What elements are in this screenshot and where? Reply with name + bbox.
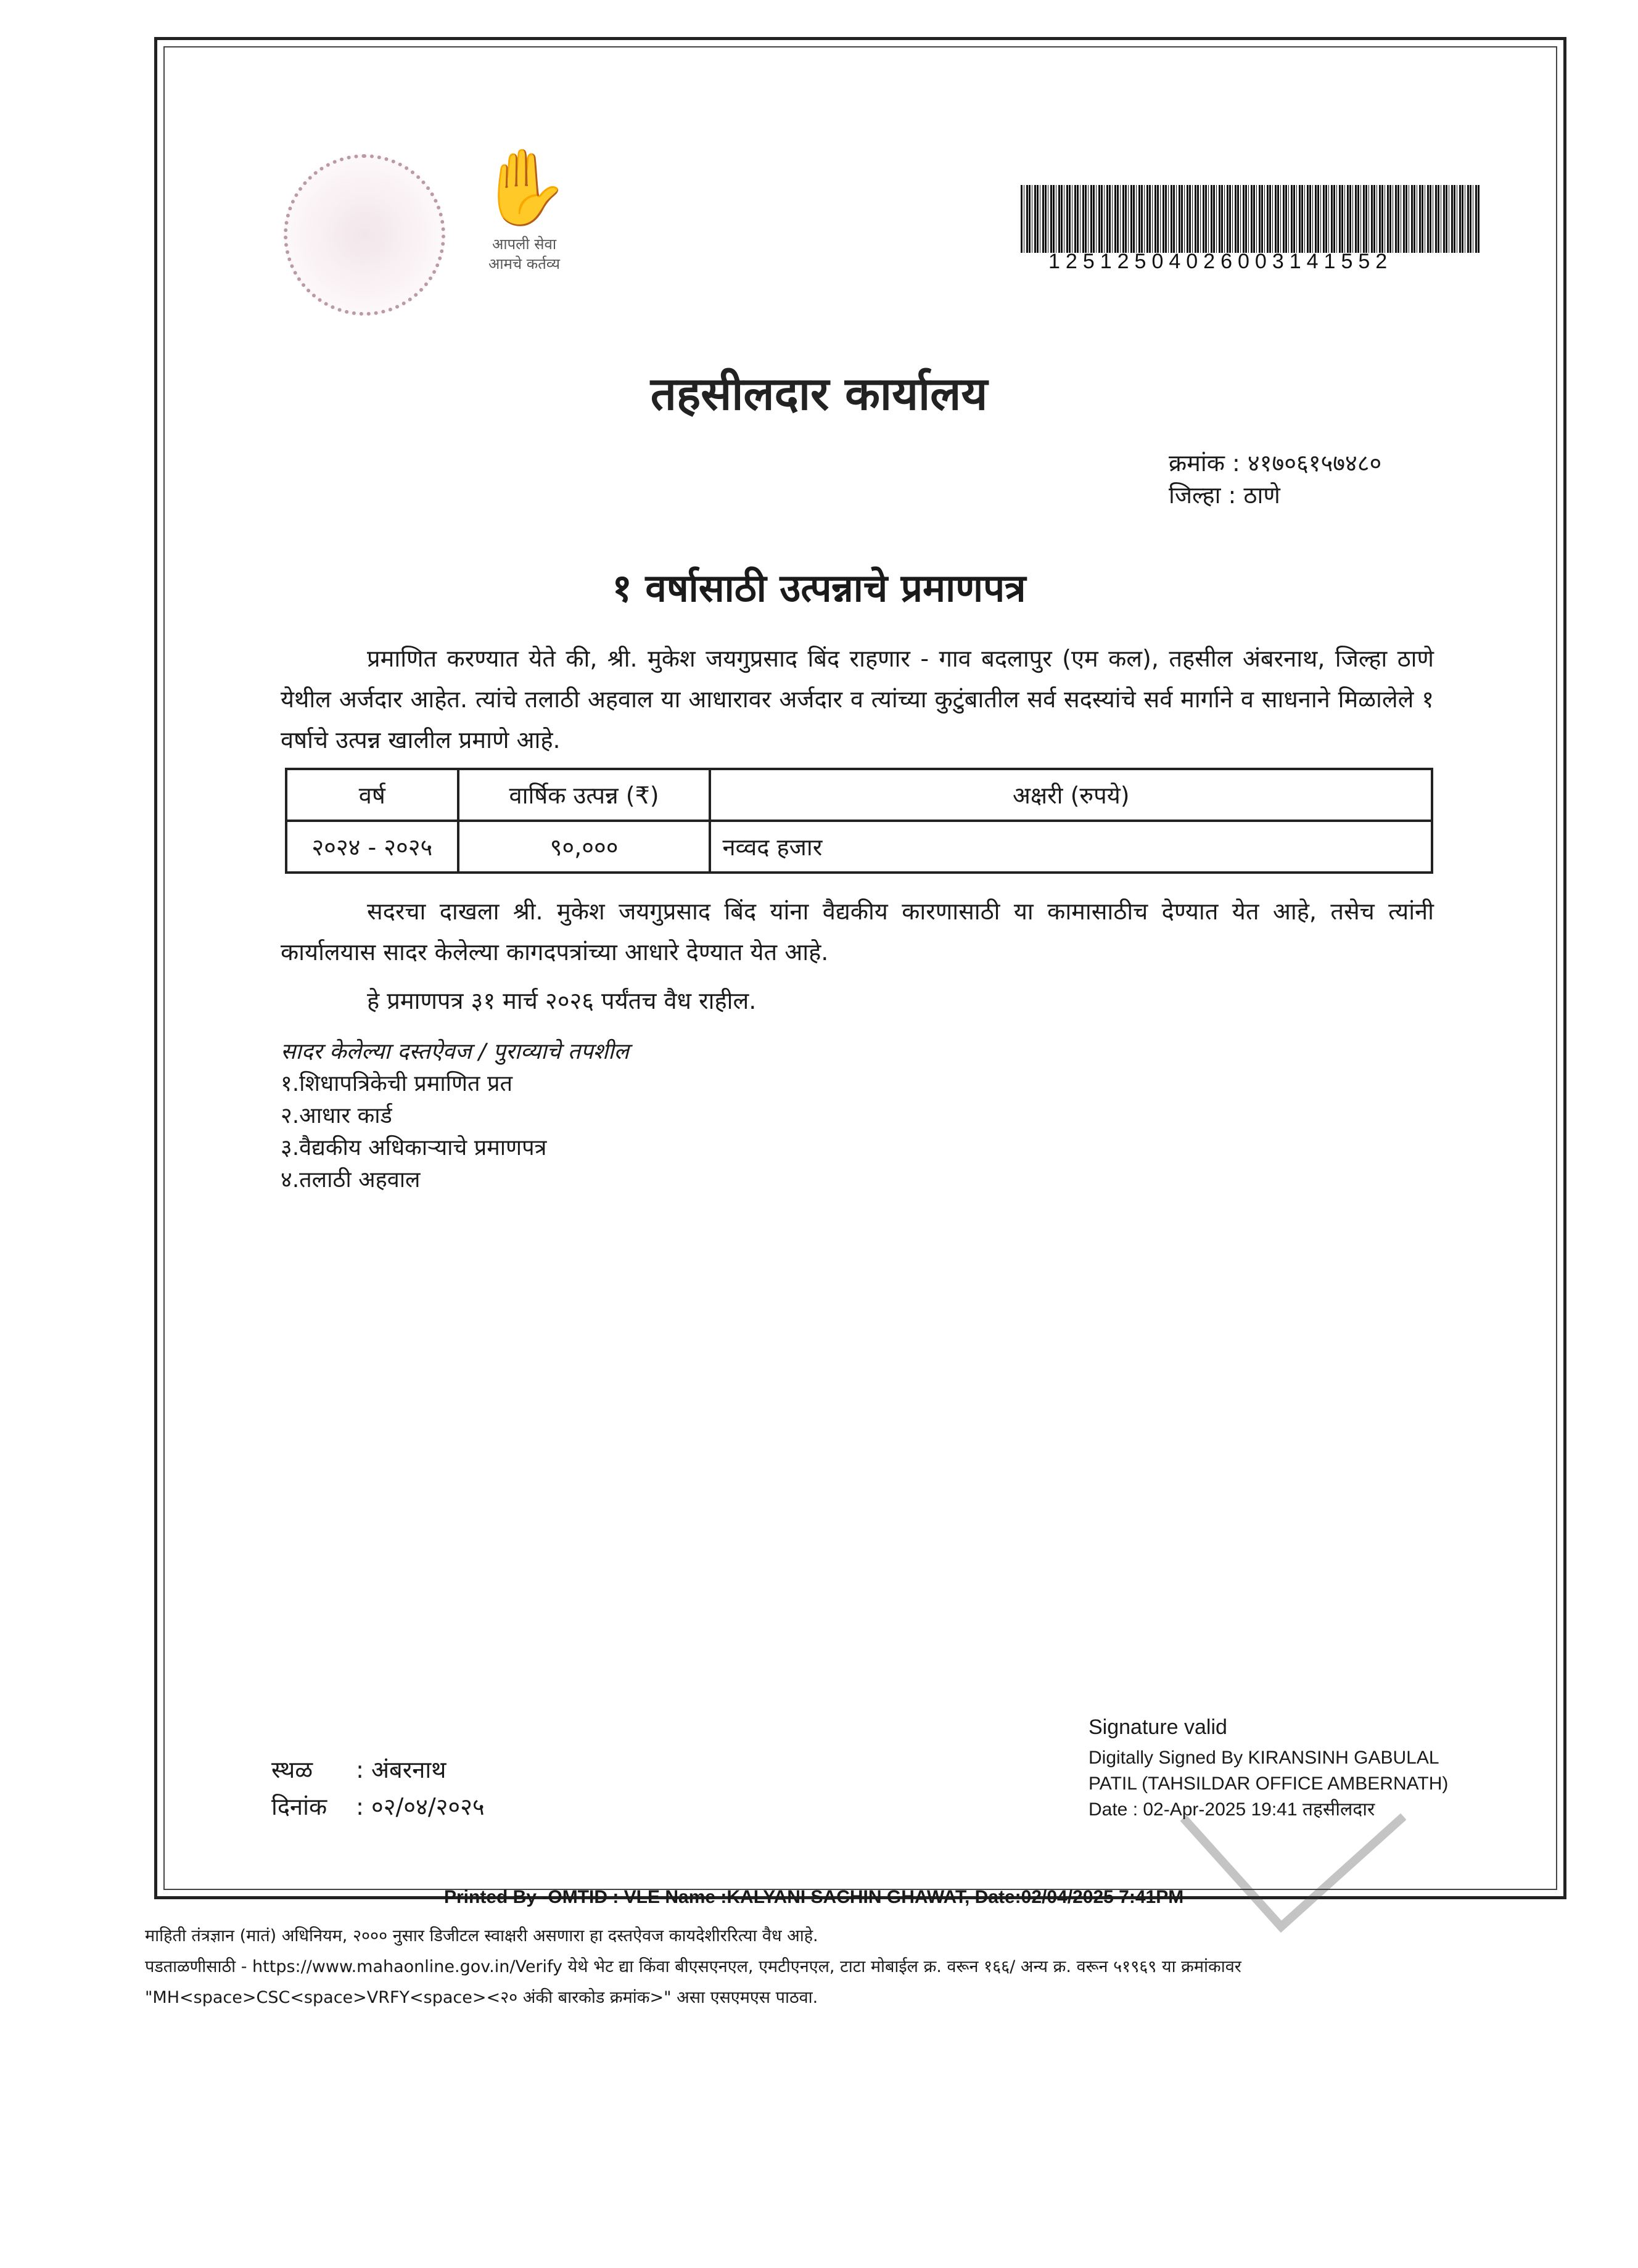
certificate-meta (1169, 447, 1381, 511)
table-row (286, 821, 1432, 873)
date-label: दिनांक (271, 1793, 327, 1820)
place-label: स्थळ (271, 1756, 313, 1783)
signature-status: Signature valid (1089, 1715, 1227, 1739)
place-value: : अंबरनाथ (356, 1756, 447, 1783)
barcode (1021, 185, 1480, 253)
jilha-value: ठाणे (1243, 482, 1280, 509)
logo-text-line2: आमचे कर्तव्य (488, 255, 560, 273)
jilha-label: जिल्हा : (1169, 482, 1237, 509)
signature-line3: Date : 02-Apr-2025 19:41 तहसीलदार (1089, 1799, 1375, 1820)
cell-in-words: नव्वद हजार (710, 821, 1432, 873)
hand-document-icon: ✋ (478, 145, 570, 231)
kramank-label: क्रमांक : (1169, 450, 1240, 477)
printed-by: Printed By -OMTID : VLE Name :KALYANI SACHIN GHAWAT, Date:02/04/2025 7:41PM (444, 1887, 1184, 1907)
table-header-row (286, 769, 1432, 821)
header-year: वर्ष (286, 769, 458, 821)
barcode-number: 12512504026003141552 (1048, 250, 1393, 273)
footer-line2: पडताळणीसाठी - https://www.mahaonline.gov.in/Verify येथे भेट द्या किंवा बीएसएनएल, एमटीएनएल, टाटा मोबाईल क्र. वरून १६६/ अन्य क्र. वरून ५१९६९ या क्रमांकावर (145, 1957, 1241, 1976)
footer-notes (145, 1921, 1600, 2013)
signature-line1: Digitally Signed By KIRANSINH GABULAL (1089, 1748, 1439, 1768)
purpose-paragraph (281, 891, 1434, 972)
date-value: : ०२/०४/२०२५ (356, 1793, 485, 1820)
list-item: २.आधार कार्ड (281, 1103, 392, 1128)
aaple-sarkar-logo (463, 142, 586, 308)
date-row (271, 1788, 485, 1825)
intro-text: प्रमाणित करण्यात येते की, श्री. मुकेश जयगुप्रसाद बिंद राहणार - गाव बदलापुर (एम कल), तहसील अंबरनाथ, जिल्हा ठाणे येथील अर्जदार आहेत. त्यांचे तलाठी अहवाल या आधारावर अर्जदार व त्यांच्या कुटुंबातील सर्व सदस्यांचे सर्व मार्गाने व साधनाने मिळालेले १ वर्षाचे उत्पन्न खालील प्रमाणे आहे. (281, 645, 1434, 754)
place-row (271, 1751, 485, 1788)
validity-paragraph (281, 980, 1434, 1021)
footer-line3: "MH<space>CSC<space>VRFY<space><२० अंकी बारकोड क्रमांक>" असा एसएमएस पाठवा. (145, 1988, 818, 2007)
cell-annual-income: ९०,००० (458, 821, 710, 873)
government-seal-icon (284, 154, 445, 316)
digital-signature-block (1089, 1714, 1448, 1823)
kramank-value: ४१७०६१५७४८० (1247, 450, 1382, 477)
header-in-words: अक्षरी (रुपये) (710, 769, 1432, 821)
intro-paragraph (281, 638, 1434, 760)
income-table (285, 768, 1433, 874)
kramank-row (1169, 447, 1381, 479)
office-title: तहसीलदार कार्यालय (650, 368, 988, 421)
place-date-block (271, 1751, 485, 1825)
list-item: ४.तलाठी अहवाल (281, 1167, 421, 1193)
footer-line1: माहिती तंत्रज्ञान (मातं) अधिनियम, २००० नुसार डिजीटल स्वाक्षरी असणारा हा दस्तऐवज कायदेशीररित्या वैध आहे. (145, 1926, 818, 1945)
jilha-row (1169, 479, 1381, 511)
header-annual-income: वार्षिक उत्पन्न (₹) (458, 769, 710, 821)
documents-heading: सादर केलेल्या दस्तऐवज / पुराव्याचे तपशील (281, 1039, 629, 1064)
signature-line2: PATIL (TAHSILDAR OFFICE AMBERNATH) (1089, 1773, 1449, 1794)
list-item: १.शिधापत्रिकेची प्रमाणित प्रत (281, 1071, 513, 1096)
list-item: ३.वैद्यकीय अधिकाऱ्याचे प्रमाणपत्र (281, 1135, 547, 1161)
logo-text-line1: आपली सेवा (492, 236, 557, 253)
purpose-text: सदरचा दाखला श्री. मुकेश जयगुप्रसाद बिंद यांना वैद्यकीय कारणासाठी या कामासाठीच देण्यात येत आहे, तसेच त्यांनी कार्यालयास सादर केलेल्या कागदपत्रांच्या आधारे देण्यात येत आहे. (281, 898, 1434, 966)
cell-year: २०२४ - २०२५ (286, 821, 458, 873)
documents-list (281, 1036, 629, 1196)
certificate-title: १ वर्षासाठी उत्पन्नाचे प्रमाणपत्र (612, 565, 1026, 610)
validity-text: हे प्रमाणपत्र ३१ मार्च २०२६ पर्यंतच वैध राहील. (367, 987, 757, 1014)
